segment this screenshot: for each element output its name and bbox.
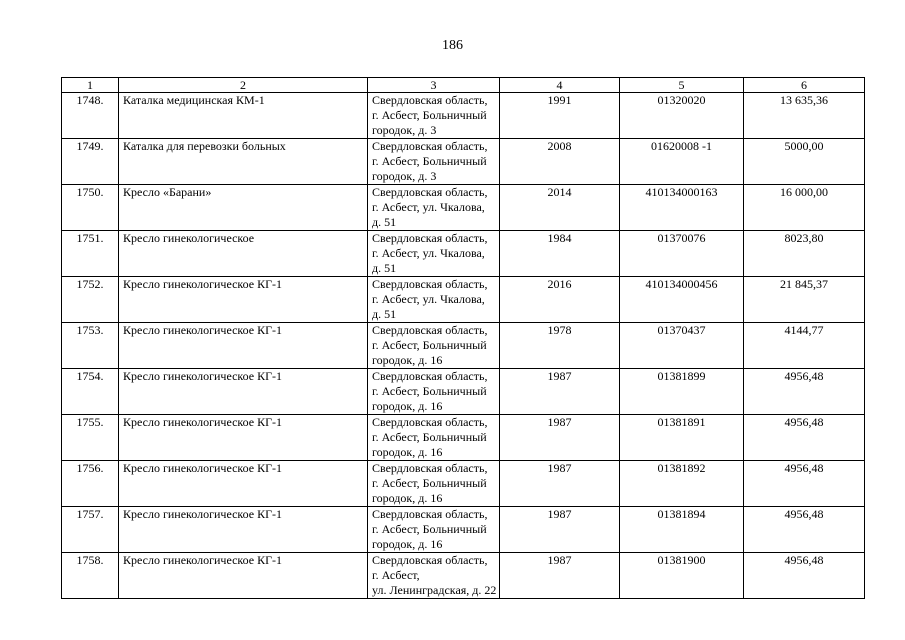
year-cell: 1987 [500, 415, 620, 461]
item-name-cell: Кресло гинекологическое КГ-1 [119, 553, 368, 599]
address-line: г. Асбест, ул. Чкалова, [372, 292, 485, 306]
table-header [62, 78, 865, 93]
cost-cell: 16 000,00 [744, 185, 865, 231]
column-header: 3 [368, 78, 500, 93]
table-row [62, 277, 865, 323]
cost-cell: 4956,48 [744, 415, 865, 461]
inventory-number-cell: 01370437 [620, 323, 744, 369]
year-cell: 2014 [500, 185, 620, 231]
address-cell [368, 139, 500, 185]
address-line: городок, д. 16 [372, 445, 443, 459]
inventory-number-cell: 01381892 [620, 461, 744, 507]
address-cell [368, 231, 500, 277]
row-number-cell: 1753. [62, 323, 119, 369]
item-name-cell: Кресло гинекологическое КГ-1 [119, 461, 368, 507]
table-row [62, 323, 865, 369]
year-cell: 1991 [500, 93, 620, 139]
table-row [62, 93, 865, 139]
row-number-cell: 1756. [62, 461, 119, 507]
column-header: 5 [620, 78, 744, 93]
address-line: Свердловская область, [372, 231, 488, 245]
page-number: 186 [442, 38, 463, 53]
property-registry-table [61, 77, 865, 599]
item-name-cell: Каталка медицинская КМ-1 [119, 93, 368, 139]
table-row [62, 461, 865, 507]
inventory-number-cell: 01381900 [620, 553, 744, 599]
address-line: Свердловская область, [372, 461, 488, 475]
cost-cell: 13 635,36 [744, 93, 865, 139]
address-line: городок, д. 16 [372, 399, 443, 413]
address-cell [368, 415, 500, 461]
row-number-cell: 1757. [62, 507, 119, 553]
cost-cell: 4956,48 [744, 461, 865, 507]
address-line: Свердловская область, [372, 415, 488, 429]
column-header: 2 [119, 78, 368, 93]
row-number-cell: 1758. [62, 553, 119, 599]
cost-cell: 8023,80 [744, 231, 865, 277]
address-line: г. Асбест, [372, 568, 420, 582]
address-line: Свердловская область, [372, 369, 488, 383]
address-line: г. Асбест, Больничный [372, 338, 487, 352]
header-row [62, 78, 865, 93]
row-number-cell: 1755. [62, 415, 119, 461]
address-line: г. Асбест, Больничный [372, 430, 487, 444]
year-cell: 2016 [500, 277, 620, 323]
table-row [62, 553, 865, 599]
column-header: 4 [500, 78, 620, 93]
address-line: городок, д. 16 [372, 491, 443, 505]
inventory-number-cell: 01620008 -1 [620, 139, 744, 185]
row-number-cell: 1751. [62, 231, 119, 277]
address-cell [368, 323, 500, 369]
address-line: Свердловская область, [372, 139, 488, 153]
address-line: г. Асбест, Больничный [372, 476, 487, 490]
row-number-cell: 1749. [62, 139, 119, 185]
address-line: г. Асбест, Больничный [372, 154, 487, 168]
address-line: Свердловская область, [372, 507, 488, 521]
cost-cell: 4956,48 [744, 553, 865, 599]
address-line: городок, д. 3 [372, 123, 437, 137]
inventory-number-cell: 01381894 [620, 507, 744, 553]
address-cell [368, 277, 500, 323]
item-name-cell: Кресло гинекологическое КГ-1 [119, 323, 368, 369]
item-name-cell: Кресло гинекологическое КГ-1 [119, 277, 368, 323]
address-line: Свердловская область, [372, 93, 488, 107]
item-name-cell: Кресло гинекологическое КГ-1 [119, 415, 368, 461]
year-cell: 2008 [500, 139, 620, 185]
column-header: 1 [62, 78, 119, 93]
table-row [62, 507, 865, 553]
address-line: г. Асбест, Больничный [372, 384, 487, 398]
inventory-number-cell: 01381899 [620, 369, 744, 415]
item-name-cell: Кресло гинекологическое КГ-1 [119, 507, 368, 553]
address-cell [368, 507, 500, 553]
column-header: 6 [744, 78, 865, 93]
address-cell [368, 185, 500, 231]
address-line: г. Асбест, Больничный [372, 522, 487, 536]
address-line: ул. Ленинградская, д. 22 [372, 583, 497, 597]
cost-cell: 4144,77 [744, 323, 865, 369]
address-line: Свердловская область, [372, 185, 488, 199]
table-row [62, 231, 865, 277]
cost-cell: 4956,48 [744, 507, 865, 553]
address-line: городок, д. 16 [372, 537, 443, 551]
table-row [62, 185, 865, 231]
address-line: д. 51 [372, 307, 397, 321]
address-cell [368, 369, 500, 415]
row-number-cell: 1752. [62, 277, 119, 323]
table-row [62, 139, 865, 185]
row-number-cell: 1754. [62, 369, 119, 415]
inventory-number-cell: 01320020 [620, 93, 744, 139]
year-cell: 1978 [500, 323, 620, 369]
table-row [62, 369, 865, 415]
year-cell: 1987 [500, 507, 620, 553]
item-name-cell: Каталка для перевозки больных [119, 139, 368, 185]
address-line: д. 51 [372, 215, 397, 229]
address-cell [368, 461, 500, 507]
address-line: городок, д. 3 [372, 169, 437, 183]
address-line: д. 51 [372, 261, 397, 275]
year-cell: 1984 [500, 231, 620, 277]
item-name-cell: Кресло гинекологическое КГ-1 [119, 369, 368, 415]
table-row [62, 415, 865, 461]
cost-cell: 5000,00 [744, 139, 865, 185]
address-line: Свердловская область, [372, 277, 488, 291]
address-line: г. Асбест, ул. Чкалова, [372, 200, 485, 214]
cost-cell: 4956,48 [744, 369, 865, 415]
table-body [62, 93, 865, 599]
year-cell: 1987 [500, 461, 620, 507]
address-line: г. Асбест, ул. Чкалова, [372, 246, 485, 260]
item-name-cell: Кресло «Барани» [119, 185, 368, 231]
row-number-cell: 1748. [62, 93, 119, 139]
item-name-cell: Кресло гинекологическое [119, 231, 368, 277]
address-line: г. Асбест, Больничный [372, 108, 487, 122]
cost-cell: 21 845,37 [744, 277, 865, 323]
address-cell [368, 553, 500, 599]
row-number-cell: 1750. [62, 185, 119, 231]
year-cell: 1987 [500, 553, 620, 599]
address-line: Свердловская область, [372, 323, 488, 337]
address-cell [368, 93, 500, 139]
address-line: Свердловская область, [372, 553, 488, 567]
inventory-number-cell: 01381891 [620, 415, 744, 461]
inventory-number-cell: 01370076 [620, 231, 744, 277]
inventory-number-cell: 410134000163 [620, 185, 744, 231]
address-line: городок, д. 16 [372, 353, 443, 367]
year-cell: 1987 [500, 369, 620, 415]
inventory-number-cell: 410134000456 [620, 277, 744, 323]
